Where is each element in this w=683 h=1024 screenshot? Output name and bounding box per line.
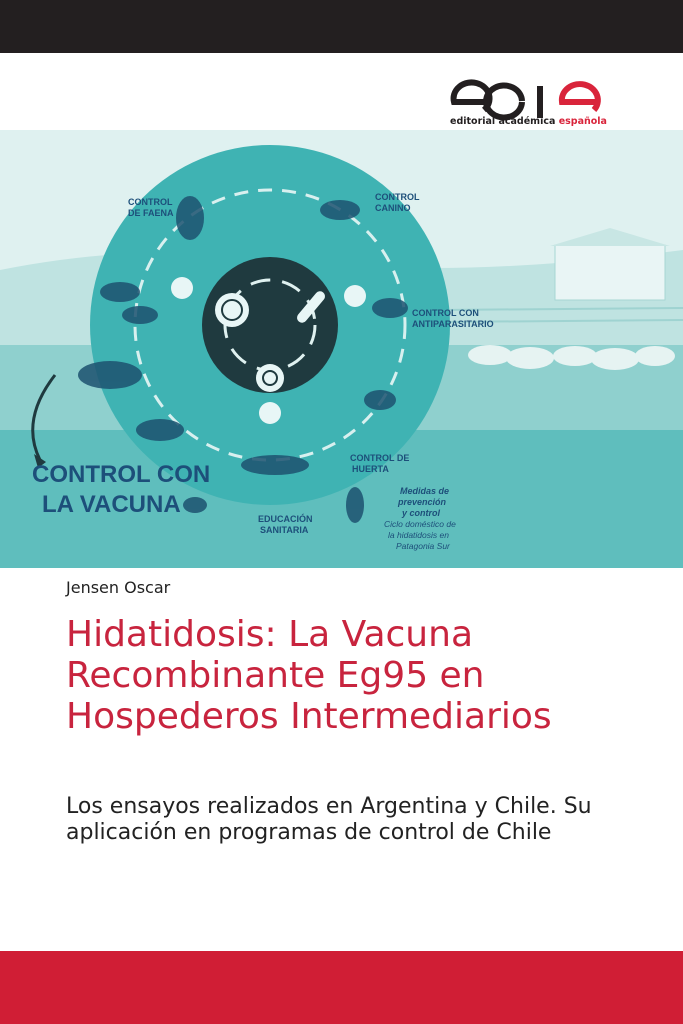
label-antiparasitario-2: ANTIPARASITARIO [412,319,494,329]
legend-line4: Ciclo doméstico de [384,519,456,529]
main-label-line2: LA VACUNA [42,491,181,518]
bottom-bar [0,951,683,1024]
slaughter-icon [176,196,204,240]
legend-line1: Medidas de [400,486,450,496]
legend-line2: prevención [398,497,447,507]
legend-line5: la hidatidosis en [388,530,449,540]
label-educacion-2: SANITARIA [260,525,309,535]
label-huerta-1: CONTROL DE [350,453,410,463]
main-label-line1: CONTROL CON [32,461,211,488]
publisher-name-part1: editorial académica [450,116,556,127]
dog-garden-icon [364,390,396,410]
dog-treated-icon [372,298,408,318]
parasite-egg-icon [215,293,249,327]
legend-line6: Patagonia Sur [396,541,450,551]
cow-icon [78,361,142,389]
label-control-canino-1: CONTROL [375,192,420,202]
cyst-icon [256,364,284,392]
label-control-canino-2: CANINO [375,203,411,213]
garden-icon [241,455,309,475]
sheep-icon [100,282,140,302]
book-subtitle: Los ensayos realizados en Argentina y Chile. Su aplicación en programas de control de Chile [66,794,592,845]
author-name: Jensen Oscar [66,578,171,597]
label-control-faena-1: CONTROL [128,197,173,207]
label-antiparasitario-1: CONTROL CON [412,308,479,318]
baby-icon [183,497,207,513]
legend-line3: y control [402,508,441,518]
top-bar [0,0,683,53]
child-icon [346,487,364,523]
label-control-faena-2: DE FAENA [128,208,174,218]
label-educacion-1: EDUCACIÓN [258,514,313,524]
goat-icon [136,419,184,441]
publisher-name [450,116,607,127]
label-huerta-2: HUERTA [352,464,389,474]
book-title: Hidatidosis: La Vacuna Recombinante Eg95 en Hospederos Intermediarios [66,614,552,737]
publisher-name-part2: española [558,116,607,127]
cover-illustration [0,130,683,568]
dog-icon [320,200,360,220]
